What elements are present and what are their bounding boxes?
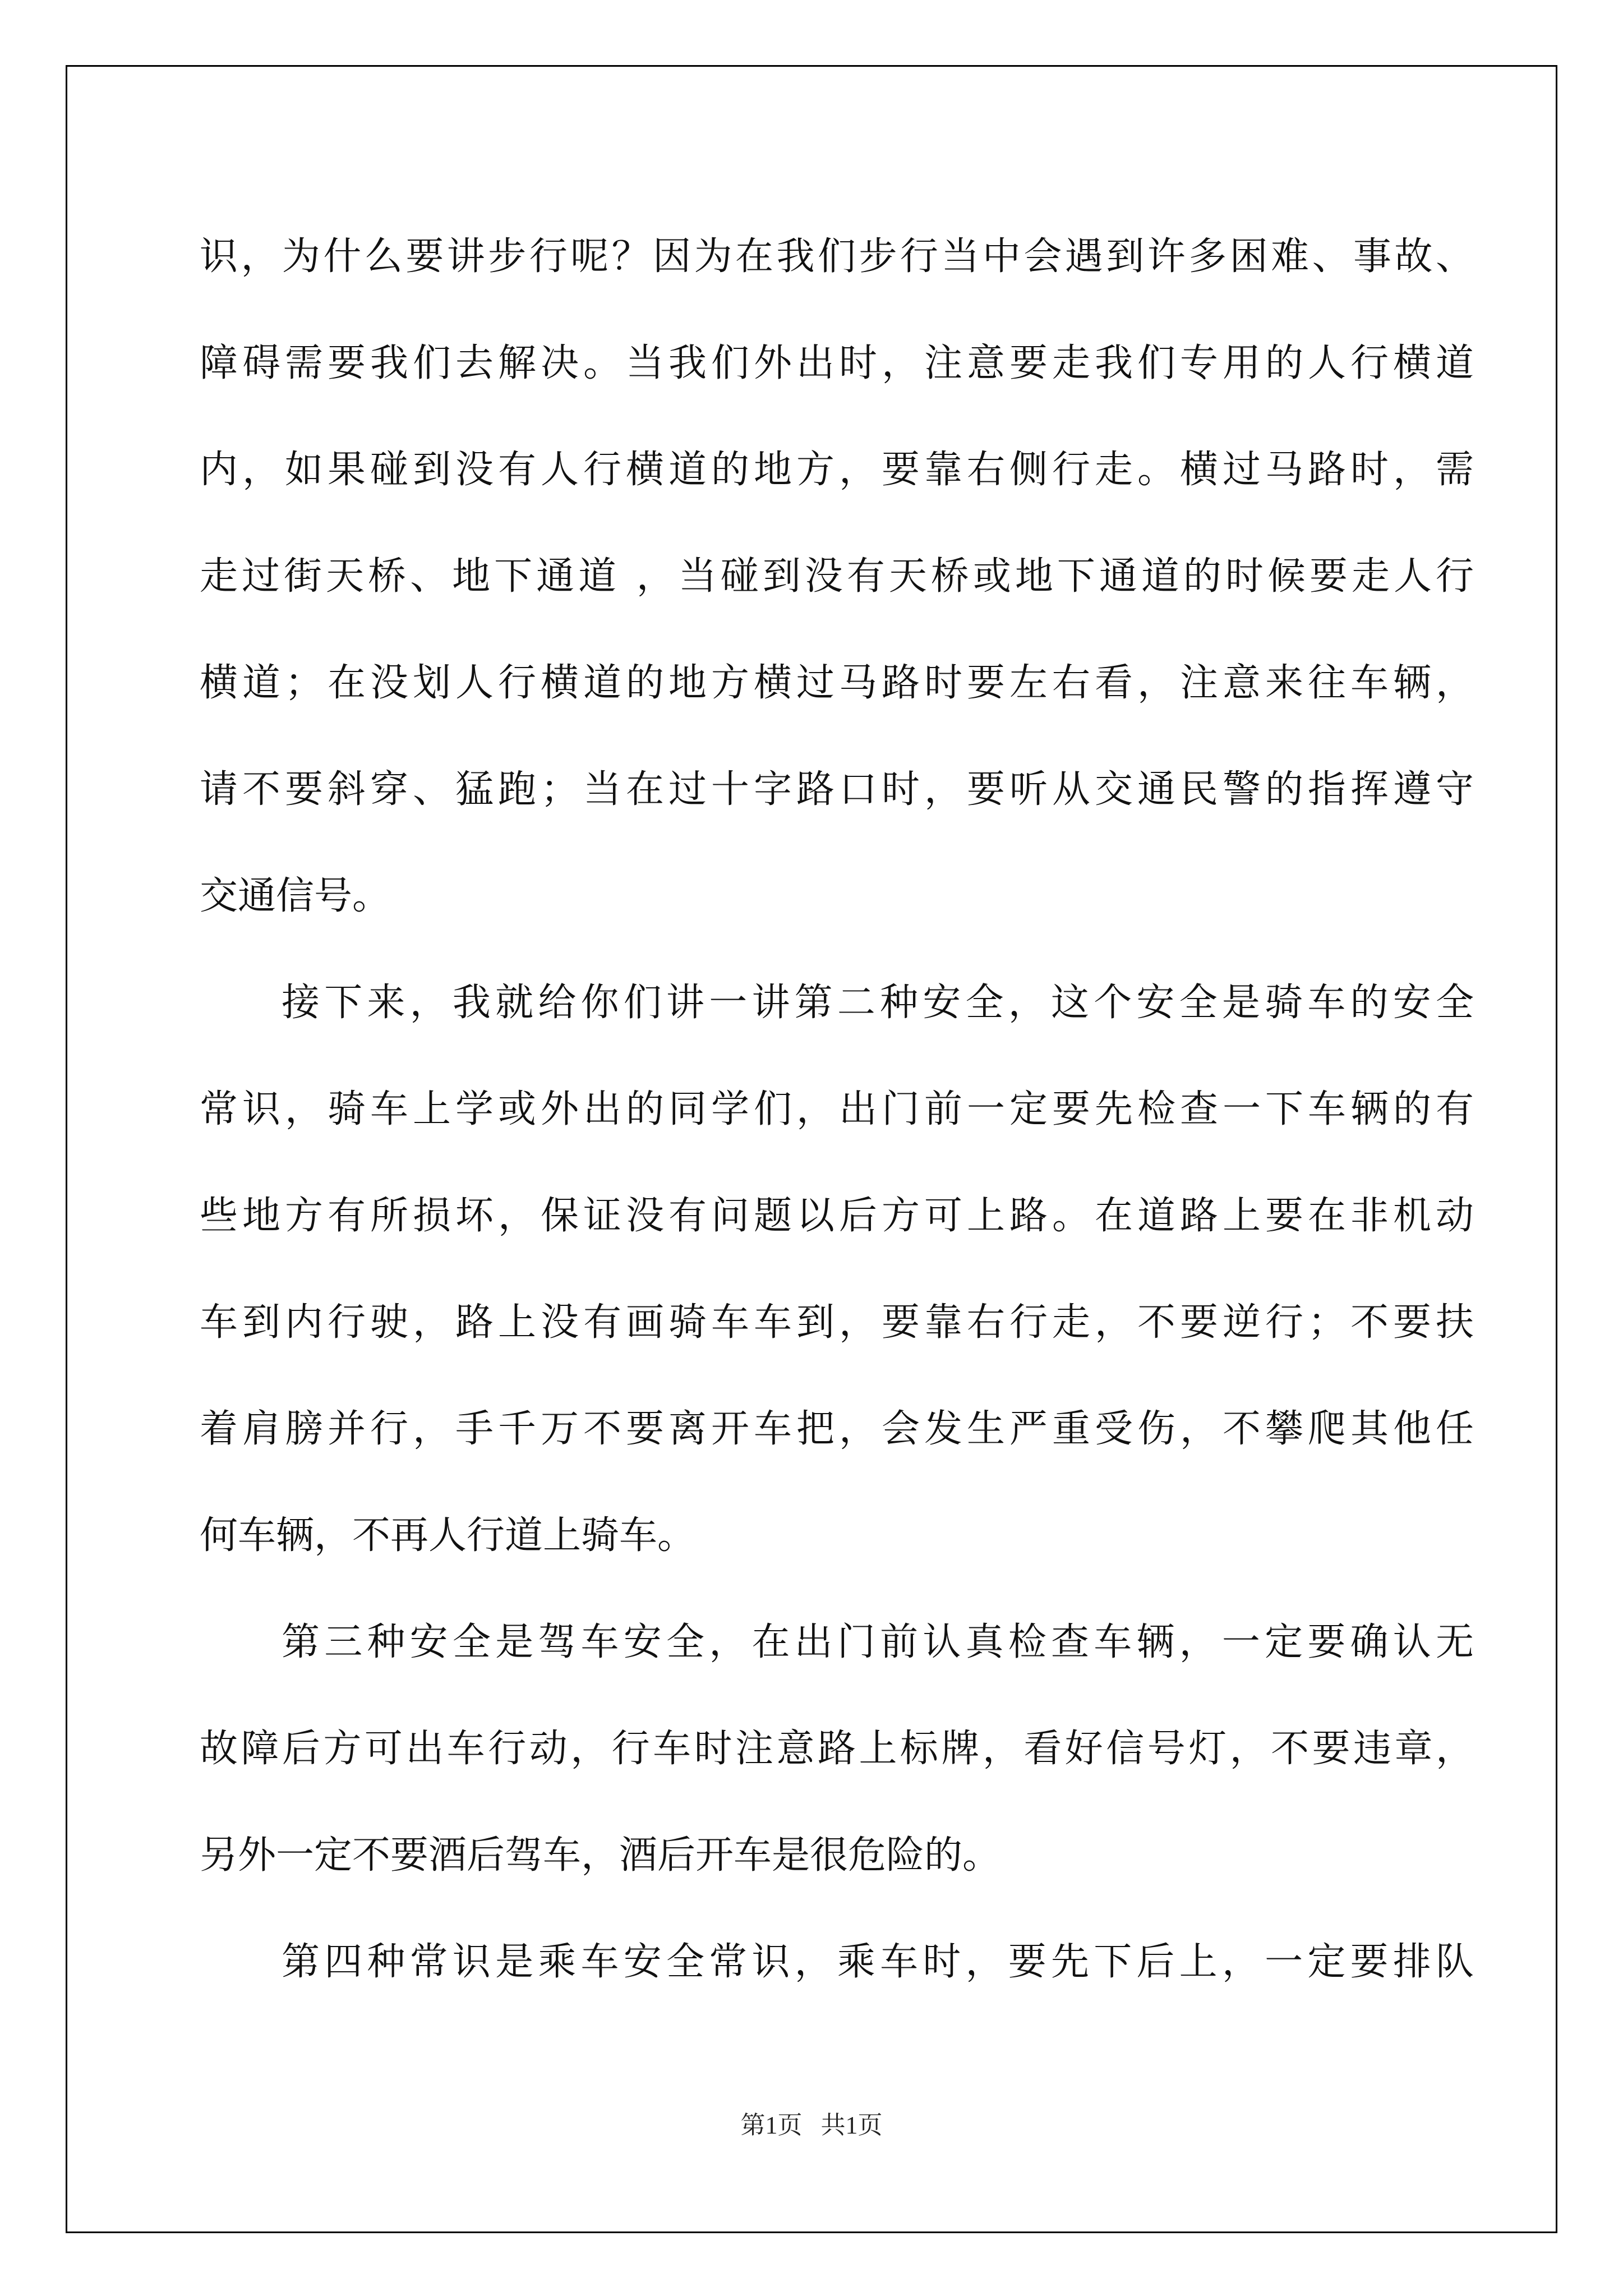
paragraph-first-line: 接下来，我就给你们讲一讲第二种安全，这个安全是骑车的安全 <box>282 981 1474 1025</box>
paragraph-first-line: 第三种安全是驾车安全，在出门前认真检查车辆，一定要确认无 <box>282 1620 1474 1664</box>
text-line: 着肩膀并行，手千万不要离开车把，会发生严重受伤，不攀爬其他任 <box>200 1407 1474 1451</box>
text-line: 内，如果碰到没有人行横道的地方，要靠右侧行走。横过马路时，需 <box>200 448 1474 492</box>
text-line: 障碍需要我们去解决。当我们外出时，注意要走我们专用的人行横道 <box>200 341 1474 385</box>
text-line: 横道；在没划人行横道的地方横过马路时要左右看，注意来往车辆， <box>200 661 1474 705</box>
paragraph-first-line: 第四种常识是乘车安全常识，乘车时，要先下后上，一定要排队 <box>282 1940 1474 1984</box>
text-line: 故障后方可出车行动，行车时注意路上标牌，看好信号灯，不要违章， <box>200 1727 1474 1771</box>
document-body <box>200 204 1474 2016</box>
text-line: 交通信号。 <box>200 874 391 918</box>
text-line: 何车辆，不再人行道上骑车。 <box>200 1513 696 1558</box>
text-line: 常识，骑车上学或外出的同学们，出门前一定要先检查一下车辆的有 <box>200 1087 1474 1131</box>
text-line: 请不要斜穿、猛跑；当在过十字路口时，要听从交通民警的指挥遵守 <box>200 767 1474 812</box>
text-line: 车到内行驶，路上没有画骑车车到，要靠右行走，不要逆行；不要扶 <box>200 1300 1474 1345</box>
page-footer: 第1页 共1页 <box>740 2111 883 2139</box>
text-line: 识，为什么要讲步行呢？因为在我们步行当中会遇到许多困难、事故、 <box>200 234 1474 279</box>
text-line: 些地方有所损坏，保证没有问题以后方可上路。在道路上要在非机动 <box>200 1194 1474 1238</box>
text-line: 另外一定不要酒后驾车，酒后开车是很危险的。 <box>200 1833 1001 1878</box>
text-line: 走过街天桥、地下通道 ，当碰到没有天桥或地下通道的时候要走人行 <box>200 554 1474 599</box>
